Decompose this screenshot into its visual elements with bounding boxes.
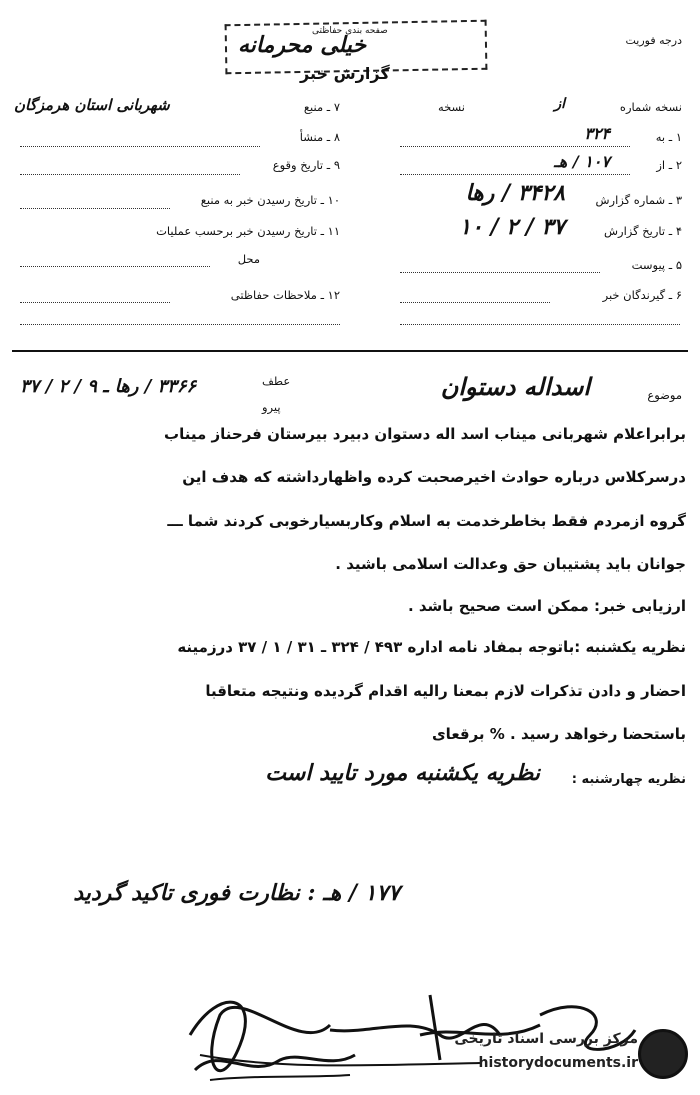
field-operation-date-label: ۱۱ ـ تاریخ رسیدن خبر برحسب عملیات — [156, 224, 340, 238]
field-occurrence-date-line — [20, 174, 240, 175]
wednesday-opinion-label: نظریه چهارشنبه : — [571, 772, 686, 787]
sunday-opinion-line-3: باستحضا رخواهد رسید . % برقعای — [431, 725, 686, 743]
field-source-received-label: ۱۰ ـ تاریخ رسیدن خبر به منبع — [200, 193, 340, 207]
body-line-1: برابراعلام شهربانی میناب اسد اله دستوان دبیرد بیرستان فرحناز میناب — [164, 425, 686, 443]
field-security-notes-label: ۱۲ ـ ملاحظات حفاظتی — [230, 288, 340, 302]
archive-emblem-icon — [638, 1029, 688, 1079]
field-source-label: ۷ ـ منبع — [303, 100, 340, 114]
archive-logo — [442, 1025, 692, 1087]
subject-label: موضوع — [647, 388, 682, 402]
copy-number-label: نسخه شماره — [619, 100, 682, 114]
field-source-received-line — [20, 208, 170, 209]
body-line-4: جوانان باید پشتیبان حق وعدالت اسلامی باشید . — [335, 555, 686, 573]
stamp-main-text: خیلی محرمانه — [238, 32, 367, 58]
field-to-line — [400, 146, 630, 147]
field-security-notes-line — [20, 302, 170, 303]
final-handwritten-note: ۱۷۷ / هـ : نظارت فوری تاکید گردید — [73, 880, 400, 906]
field-occurrence-date-label: ۹ ـ تاریخ وقوع — [272, 158, 340, 172]
wednesday-opinion-text: نظریه یکشنبه مورد تایید است — [265, 760, 540, 786]
priority-label: درجه فوریت — [625, 34, 682, 47]
reference-value: ۳۳۶۶ / رها ـ ۹ / ۲ / ۳۷ — [20, 376, 197, 397]
field-recipients-line — [400, 302, 550, 303]
evaluation-line: ارزیابی خبر: ممکن است صحیح باشد . — [407, 597, 686, 615]
sunday-opinion-line-2: احضار و دادن تذکرات لازم بمعنا رالیه اقدام گردیده ونتیجه متعاقبا — [205, 682, 686, 700]
page-title: گزارش خبر — [300, 64, 390, 83]
field-report-date-label: ۴ ـ تاریخ گزارش — [603, 224, 682, 238]
field-location-label: محل — [237, 252, 260, 266]
copy-number-from: از — [554, 96, 565, 112]
field-from-label: ۲ ـ از — [656, 158, 682, 172]
field-report-date-value: ۳۷ / ۲ / ۱۰ — [459, 214, 565, 240]
field-origin-line — [20, 146, 260, 147]
section-divider — [12, 350, 688, 352]
field-recipients-line-2 — [400, 324, 680, 325]
field-from-value: ۱۰۷ / هـ — [554, 152, 610, 171]
reference-label-peyro: پیرو — [262, 400, 281, 414]
field-to-value: ۳۲۴ — [584, 124, 610, 143]
reference-label-atf: عطف — [262, 374, 291, 388]
field-to-label: ۱ ـ به — [655, 130, 682, 144]
archive-website: historydocuments.ir — [478, 1055, 638, 1071]
field-origin-label: ۸ ـ منشأ — [299, 130, 340, 144]
subject-value: اسداله دستوان — [440, 372, 590, 401]
field-from-line — [400, 174, 630, 175]
signature-bottom-left — [190, 1040, 360, 1085]
body-line-3: گروه ازمردم فقط بخاطرخدمت به اسلام وکاربسیارخوبی کردند شما ـــ — [167, 512, 686, 530]
field-report-number-label: ۳ ـ شماره گزارش — [595, 193, 682, 207]
sunday-opinion-line-1: نظریه یکشنبه :باتوجه بمفاد نامه اداره ۴۹۳ / ۳۲۴ ـ ۳۱ / ۱ / ۳۷ درزمینه — [177, 638, 686, 656]
body-line-2: درسرکلاس درباره حوادث اخیرصحبت کرده واظهارداشته که هدف این — [182, 468, 686, 486]
field-recipients-label: ۶ ـ گیرندگان خبر — [602, 288, 682, 302]
field-source-value: شهربانی استان هرمزگان — [14, 96, 170, 114]
field-security-notes-line-2 — [20, 324, 340, 325]
stamp-top-text: صفحه بندی حفاظتی — [312, 26, 388, 36]
field-attachment-line — [400, 272, 600, 273]
field-location-line — [20, 266, 210, 267]
field-attachment-label: ۵ ـ پیوست — [631, 258, 682, 272]
copy-number-suffix: نسخه — [437, 100, 465, 114]
field-report-number-value: ۳۴۲۸ / رها — [465, 180, 565, 206]
archive-name: مرکز بررسی اسناد تاریخی — [454, 1031, 638, 1047]
